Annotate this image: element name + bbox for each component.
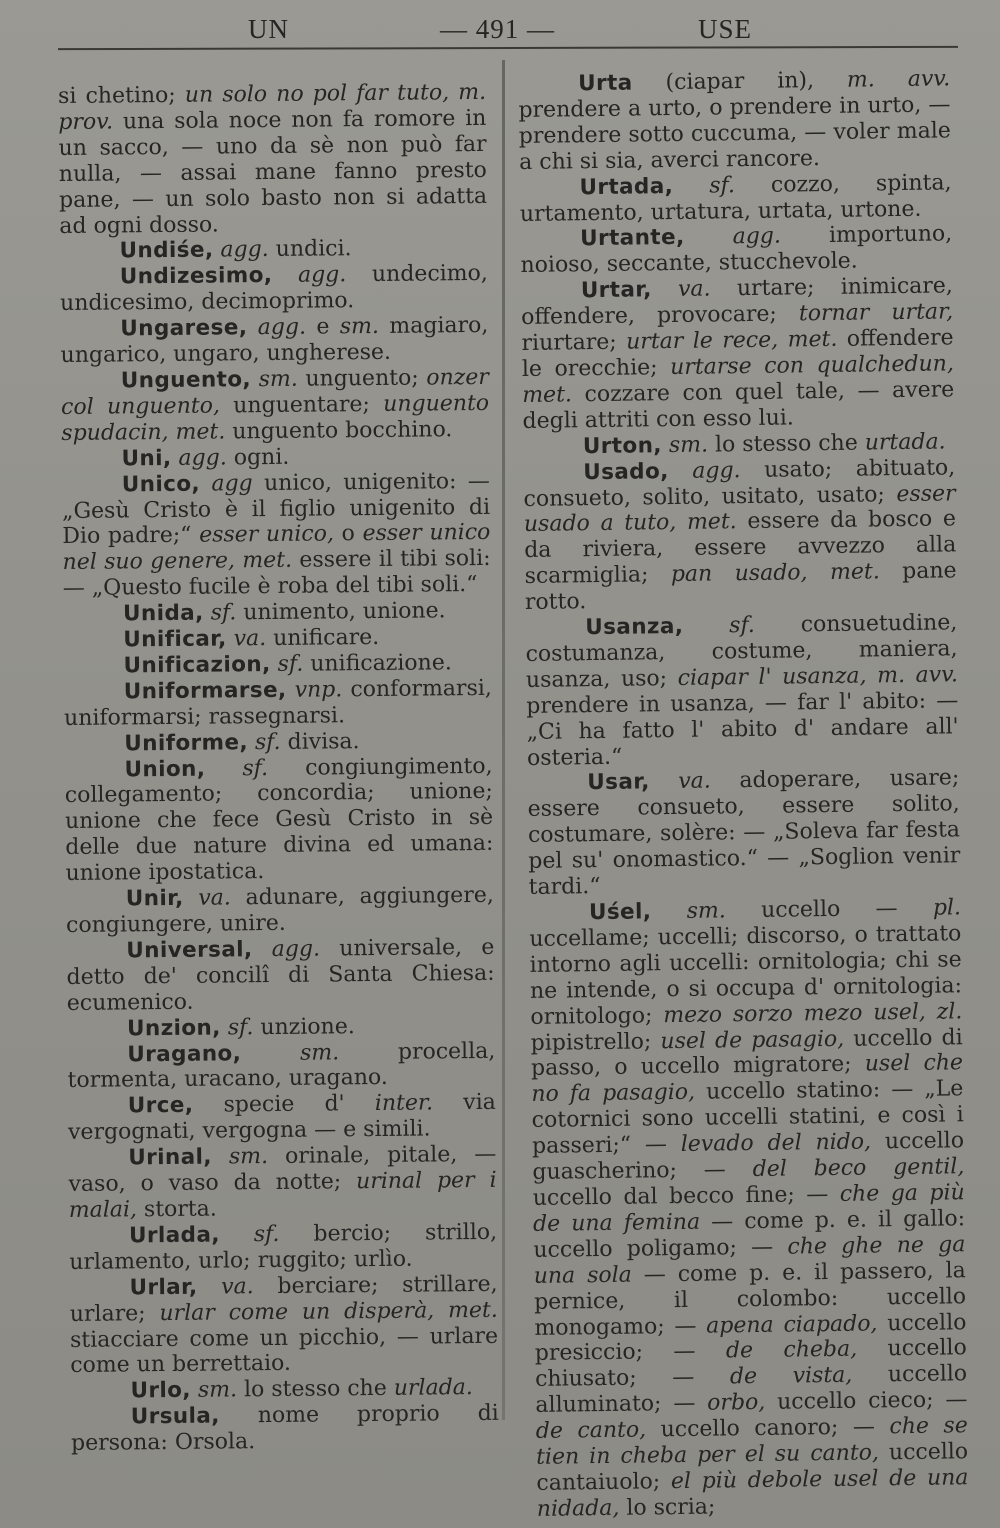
entry-text: uccello presiccio; — [534,1309,967,1367]
entry-text: congiungimento, collegamento; concordia; unione; unione che fece Gesù Cristo in sè delle due nature divina ed umana: unione ipostatica. [64,753,494,887]
entry-italic-text: che ga più de una femina [532,1180,965,1237]
entry-text: uccello di passo, o uccello migratore; [530,1024,963,1082]
entry-headword: Urinal, [128,1144,213,1171]
entry-italic-text: esser usado a tuto, met. [523,480,956,538]
entry-text: pipistrello; [530,1028,661,1056]
entry-headword: Urta [577,70,633,97]
entry-text: e [305,314,340,340]
entry-text: — come p. e. il gallo: uccello poligamo; — [533,1206,966,1263]
entry-italic-text: che se tien in cheba per el su canto, [535,1413,968,1470]
entry-text: unificare. [266,624,380,652]
entry-headword: Ursula, [130,1403,220,1430]
entry-text: adunare, aggiungere, congiungere, unire. [65,882,494,938]
dictionary-entry [60,261,488,317]
entry-italic-text: sm. [661,432,709,458]
dictionary-entry [64,676,492,732]
entry-text: specie d' [193,1091,375,1119]
entry-text: riurtare; [521,329,627,357]
dictionary-entry [70,1375,498,1405]
entry-text: lo stesso che [707,430,865,458]
entry-text: essere da bosco e da riviera, essere avvezzo alla scarmiglia; [524,506,957,590]
dictionary-entry [58,80,487,240]
right-column [518,66,969,1522]
entry-italic-text: un solo no pol far tuto, m. prov. [58,79,487,135]
entry-text: unimento, unione. [236,598,446,626]
dictionary-entry [71,1401,499,1457]
entry-text: cozzare con quel tale, — avere degli attriti con esso lui. [522,377,955,434]
entry-italic-text: tornar urtar, [798,299,954,327]
dictionary-entry [64,753,493,887]
entry-italic-text: onzer col unguento, [60,364,489,420]
entry-italic-text: agg [199,470,253,497]
entry-text: uccello dal becco fine; — [532,1181,840,1211]
entry-italic-text: sf. [220,1014,254,1041]
entry-italic-text: sf. [270,651,304,677]
header-left-guide-word: UN [248,14,289,44]
entry-italic-text: pl. [932,895,962,921]
entry-headword: Unir, [125,885,184,912]
dictionary-entry [518,66,951,175]
entry-text: unico, unigenito: — „Gesù Cristo è il figlio unigenito di Dio padre;“ [61,468,491,550]
dictionary-entry [66,935,495,1017]
entry-text: nome proprio di persona: Orsola. [70,1401,499,1457]
entry-text: consuetudine, costumanza, costume, maniera, usanza, uso; [525,610,958,693]
dictionary-entry [63,624,491,654]
dictionary-entry [69,1220,497,1276]
entry-headword: Ungarese, [120,315,248,342]
entry-text: cozzo, spinta, urtamento, urtatura, urtata, urtone. [519,169,952,227]
dictionary-entry [61,365,490,447]
entry-headword: Usanza, [585,613,684,641]
entry-italic-text: del beco gentil, [752,1154,965,1183]
entry-text: o [333,521,363,547]
entry-headword: Union, [124,756,206,782]
entry-text: usato; abituato, consueto, solito, usitato, usato; [523,454,956,512]
entry-italic-text: urtar le rece, met. [626,326,838,355]
entry-text: universale, e detto de' concilî di Santa Chiesa: ecumenico. [66,934,495,1016]
entry-text: lo scria; [619,1494,716,1521]
entry-text: berciare; strillare, urlare; [69,1271,498,1327]
entry-text: — come p. e. il passero, la pernice, il colombo: uccello monogamo; — [533,1257,967,1341]
entry-headword: Universal, [126,937,253,964]
running-header [0,8,1000,48]
dictionary-entry [67,1038,495,1094]
entry-text: uccello alluminato; — [535,1361,968,1419]
entry-italic-text: va. [226,626,267,652]
dictionary-entry [69,1272,498,1380]
entry-text: undecimo, undicesimo, decimoprimo. [59,261,488,317]
entry-text: magiaro, ungarico, ungaro, ungherese. [60,313,489,369]
entry-text: adoperare, usare; essere consueto, essere solito, costumare, solère: — „Soleva far festa pel su' onomastico.“ — „Soglion venir tardi.“ [527,765,961,901]
entry-italic-text: pan usado, met. [670,559,880,588]
entry-headword: Uni, [121,445,172,472]
entry-text: uccellame; uccelli; discorso, o trattato intorno agli uccelli: ornitologia; chi se ne intende, o si occupa d' ornitologia: ornitologo; [529,921,963,1030]
entry-headword: Uśel, [588,899,652,926]
entry-italic-text: sf. [205,755,269,782]
dictionary-entry [60,313,488,369]
entry-italic-text: usel che no fa pasagio, [531,1050,964,1108]
dictionary-entry [529,895,969,1522]
dictionary-entry [520,222,953,279]
dictionary-entry [525,610,959,771]
entry-italic-text: va. [651,276,711,303]
dictionary-entry [66,883,494,939]
entry-italic-text: agg. [684,224,782,251]
entry-text: unguento; [297,365,427,392]
entry-italic-text: agg. [247,314,307,341]
entry-italic-text: urtada. [864,429,946,456]
entry-headword: Urton, [582,432,663,459]
entry-text: orinale, pitale, — vaso, o vaso da notte; [68,1141,497,1198]
entry-text: uccello chiusato; — [534,1335,967,1393]
entry-text: stiacciare come un picchio, — urlare come un berrettaio. [69,1323,499,1379]
dictionary-entry [527,766,961,901]
entry-text: bercio; strillo, urlamento, urlo; ruggito; urlìo. [69,1219,498,1275]
entry-headword: Unificar, [123,626,227,653]
entry-italic-text: sf. [683,612,756,639]
entry-italic-text: va. [197,1273,254,1300]
entry-italic-text: el più debole usel de una nidada, [536,1465,969,1522]
entry-italic-text: de cheba, [725,1337,858,1364]
entry-headword: Unificazion, [123,651,271,679]
entry-italic-text: urtarse con qualchedun, met. [522,351,955,408]
dictionary-entry [61,443,489,473]
entry-italic-text: agg. [213,237,269,263]
entry-italic-text: va. [649,769,711,795]
entry-text: storta. [136,1196,217,1223]
entry-text: pane rotto. [524,558,957,616]
dictionary-entry [59,235,487,265]
entry-italic-text: sm. [250,366,298,393]
entry-italic-text: che ghe ne ga una sola [533,1232,966,1289]
entry-italic-text: urlada. [393,1375,473,1402]
dictionary-entry [521,274,955,435]
entry-italic-text: vnp. [286,677,343,703]
entry-text: unzione. [253,1013,355,1040]
entry-italic-text: agg. [171,445,227,471]
entry-headword: Urtar, [580,277,652,304]
entry-italic-text: agg. [272,262,347,289]
entry-headword: Uragano, [127,1040,242,1067]
entry-italic-text: sf. [673,172,736,199]
entry-text: importuno, noioso, seccante, stucchevole. [520,221,953,279]
entry-text: uccello cieco; — [765,1387,968,1416]
dictionary-entry [523,455,957,616]
dictionary-entry [67,1012,495,1042]
entry-text: uccello cantaiuolo; [536,1439,969,1496]
entry-italic-text: apena ciapado, [706,1310,878,1339]
entry-text: lo stesso che [236,1376,394,1403]
entry-headword: Urtante, [580,225,685,252]
left-column [58,80,499,1457]
entry-italic-text: agg. [252,936,321,963]
entry-headword: Usado, [583,458,669,485]
entry-text: uccello canoro; — [645,1414,890,1443]
entry-text: si chetino; [58,82,185,109]
entry-text: divisa. [280,728,360,755]
entry-headword: Uniforme, [124,729,249,757]
entry-italic-text: unguento spudacin, met. [61,390,490,446]
entry-headword: Undiśe, [119,237,214,264]
entry-italic-text: orbo, [707,1390,766,1416]
entry-headword: Undizesimo, [119,263,273,290]
entry-italic-text: sf. [219,1221,280,1248]
entry-italic-text: inter. [374,1090,434,1117]
entry-text: unificazione. [303,650,452,677]
entry-italic-text: mezo sorzo mezo usel, zl. [663,998,963,1028]
dictionary-entry [62,468,491,602]
entry-italic-text: sm. [651,898,726,925]
entry-headword: Usar, [587,769,650,796]
entry-italic-text: sf. [247,729,281,755]
dictionary-entry [519,170,952,227]
column-divider [502,60,505,1420]
entry-text: unguentare; [219,391,384,419]
dictionary-entry [68,1090,496,1146]
entry-italic-text: de canto, [535,1417,647,1445]
entry-italic-text: sm. [190,1377,238,1404]
entry-headword: Urlada, [128,1222,220,1249]
entry-text: prendere in usanza, — far l' abito: — „Ci ha fatto l' abito d' andare all' osteria.“ [526,688,959,771]
entry-headword: Unida, [122,600,204,627]
entry-italic-text: sm. [241,1039,340,1066]
entry-headword: Unico, [121,471,201,497]
entry-text: uccello guascherino; — [532,1128,965,1185]
entry-italic-text: sm. [211,1144,269,1170]
entry-italic-text: va. [183,885,231,911]
entry-text: conformarsi, uniformarsi; rassegnarsi. [63,675,492,731]
entry-italic-text: urlar come un disperà, met. [159,1297,498,1326]
entry-italic-text: urinal per i malai, [68,1167,497,1223]
page-number: — 491 — [440,14,555,44]
entry-headword: Urlo, [130,1378,192,1404]
entry-text: procella, tormenta, uracano, uragano. [67,1038,496,1094]
entry-headword: Urlar, [129,1274,198,1301]
entry-italic-text: esser unico nel suo genere, met. [62,520,491,576]
entry-headword: Urtada, [579,173,674,200]
entry-headword: Unguento, [120,367,252,394]
entry-italic-text: sf. [203,600,237,626]
dictionary-entry [63,650,491,680]
dictionary-entry [64,728,492,758]
entry-text: prendere a urto, o prendere in urto, — prendere sotto cuccuma, — voler male a chi si sia, averci rancore. [518,92,951,175]
entry-text: urtare; inimicare, offendere, provocare; [521,273,954,331]
entry-italic-text: de vista, [729,1363,853,1390]
dictionary-entry [68,1142,497,1224]
entry-text: undici. [268,236,352,263]
entry-text: via vergognati, vergogna — e simili. [67,1090,496,1146]
entry-text: ogni. [226,444,290,471]
header-right-guide-word: USE [698,14,753,44]
entry-text: uccello statino: — „Le cotornici sono uccelli statini, e così i passeri;“ — [531,1076,964,1160]
entry-italic-text: m. avv. [846,66,951,93]
entry-italic-text: levado del nido, [680,1129,872,1158]
entry-headword: Unzion, [126,1015,221,1042]
entry-text: (ciapar in), [632,67,848,96]
entry-text: uccello — [725,895,934,924]
entry-italic-text: sm. [339,314,380,340]
entry-italic-text: esser unico, [199,521,335,549]
entry-text: essere il tibi soli: — „Questo fucile è roba del tibi soli.“ [62,546,491,602]
entry-text: unguento bocchino. [225,417,453,445]
dictionary-entry [63,598,491,628]
entry-text: una sola noce non fa romore in un sacco, — uno da sè non può far nulla, — assai mane fanno presto pane, — un solo basto non si adatta ad ogni dosso. [58,105,488,239]
entry-headword: Urce, [127,1093,194,1119]
entry-italic-text: agg. [668,457,741,484]
entry-headword: Uniformarse, [123,677,287,705]
entry-text: offendere le orecchie; [521,325,954,382]
entry-italic-text: usel de pasagio, [660,1026,845,1054]
entry-italic-text: ciapar l' usanza, m. avv. [677,662,959,691]
